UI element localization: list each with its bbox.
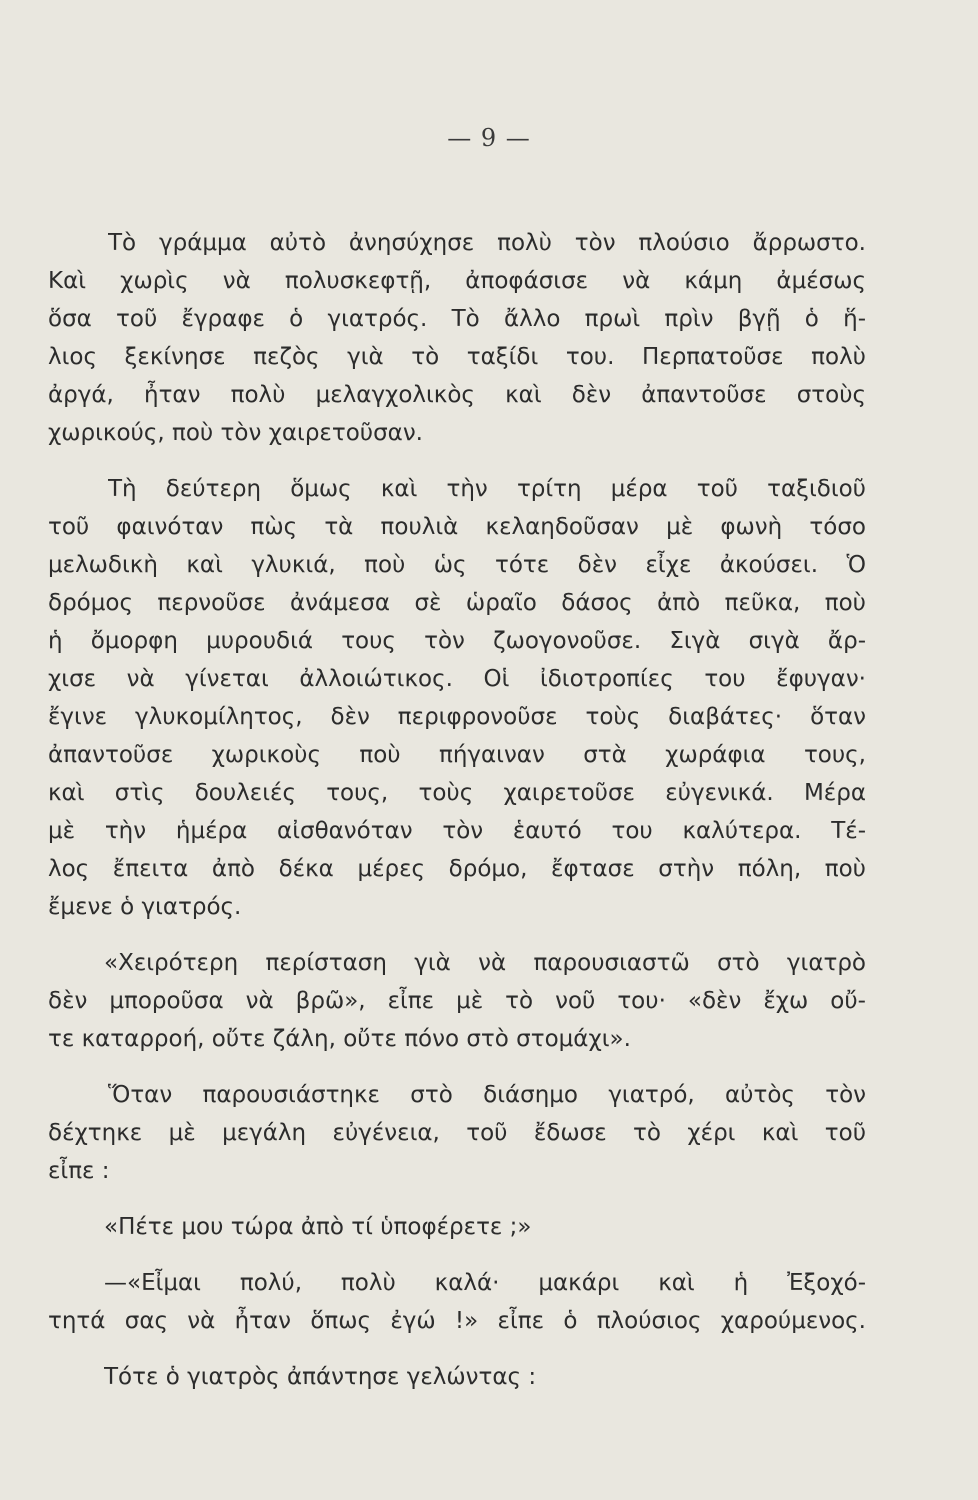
text-line: —«Εἶμαι πολύ, πολὺ καλά· μακάρι καὶ ἡ Ἐξοχό- <box>104 1270 866 1296</box>
text-line: τε καταρροή, οὔτε ζάλη, οὔτε πόνο στὸ στομάχι». <box>48 1026 631 1052</box>
text-line: λος ἔπειτα ἀπὸ δέκα μέρες δρόμο, ἔφτασε στὴν πόλη, ποὺ <box>48 856 866 882</box>
text-line: χισε νὰ γίνεται ἀλλοιώτικος. Οἱ ἰδιοτροπίες του ἔφυγαν· <box>48 666 866 692</box>
text-line: ἀργά, ἦταν πολὺ μελαγχολικὸς καὶ δὲν ἀπαντοῦσε στοὺς <box>48 382 866 408</box>
text-line: ἡ ὄμορφη μυρουδιά τους τὸν ζωογονοῦσε. Σιγὰ σιγὰ ἄρ- <box>48 628 866 654</box>
text-line: δέχτηκε μὲ μεγάλη εὐγένεια, τοῦ ἔδωσε τὸ χέρι καὶ τοῦ <box>48 1120 866 1146</box>
text-line: Ὅταν παρουσιάστηκε στὸ διάσημο γιατρό, αὐτὸς τὸν <box>108 1082 866 1108</box>
text-line: ἔμενε ὁ γιατρός. <box>48 894 242 920</box>
text-line: Τότε ὁ γιατρὸς ἀπάντησε γελώντας : <box>104 1364 537 1390</box>
text-line: ὅσα τοῦ ἔγραφε ὁ γιατρός. Τὸ ἄλλο πρωὶ πρὶν βγῇ ὁ ἥ- <box>48 306 866 332</box>
text-line: μὲ τὴν ἡμέρα αἰσθανόταν τὸν ἑαυτό του καλύτερα. Τέ- <box>48 818 866 844</box>
text-line: μελωδικὴ καὶ γλυκιά, ποὺ ὡς τότε δὲν εἶχε ἀκούσει. Ὁ <box>48 552 866 578</box>
text-line: Καὶ χωρὶς νὰ πολυσκεφτῇ, ἀποφάσισε νὰ κάμη ἀμέσως <box>48 268 866 294</box>
page-number: — 9 — <box>447 124 531 152</box>
text-line: ἔγινε γλυκομίλητος, δὲν περιφρονοῦσε τοὺς διαβάτες· ὅταν <box>48 704 866 730</box>
text-line: Τὴ δεύτερη ὅμως καὶ τὴν τρίτη μέρα τοῦ ταξιδιοῦ <box>108 476 866 502</box>
text-line: εἶπε : <box>48 1158 110 1184</box>
text-line: ἀπαντοῦσε χωρικοὺς ποὺ πήγαιναν στὰ χωράφια τους, <box>48 742 866 768</box>
text-line: χωρικούς, ποὺ τὸν χαιρετοῦσαν. <box>48 420 423 446</box>
text-line: τητά σας νὰ ἦταν ὅπως ἐγώ !» εἶπε ὁ πλούσιος χαρούμενος. <box>48 1308 866 1334</box>
text-line: «Χειρότερη περίσταση γιὰ νὰ παρουσιαστῶ στὸ γιατρὸ <box>104 950 866 976</box>
text-line: λιος ξεκίνησε πεζὸς γιὰ τὸ ταξίδι του. Περπατοῦσε πολὺ <box>48 344 866 370</box>
text-line: Τὸ γράμμα αὐτὸ ἀνησύχησε πολὺ τὸν πλούσιο ἄρρωστο. <box>108 230 866 256</box>
text-line: δὲν μποροῦσα νὰ βρῶ», εἶπε μὲ τὸ νοῦ του· «δὲν ἔχω οὔ- <box>48 988 866 1014</box>
text-line: «Πέτε μου τώρα ἀπὸ τί ὑποφέρετε ;» <box>104 1214 532 1240</box>
text-line: δρόμος περνοῦσε ἀνάμεσα σὲ ὡραῖο δάσος ἀπὸ πεῦκα, ποὺ <box>48 590 866 616</box>
text-line: καὶ στὶς δουλειές τους, τοὺς χαιρετοῦσε εὐγενικά. Μέρα <box>48 780 866 806</box>
text-line: τοῦ φαινόταν πὼς τὰ πουλιὰ κελαηδοῦσαν μὲ φωνὴ τόσο <box>48 514 866 540</box>
